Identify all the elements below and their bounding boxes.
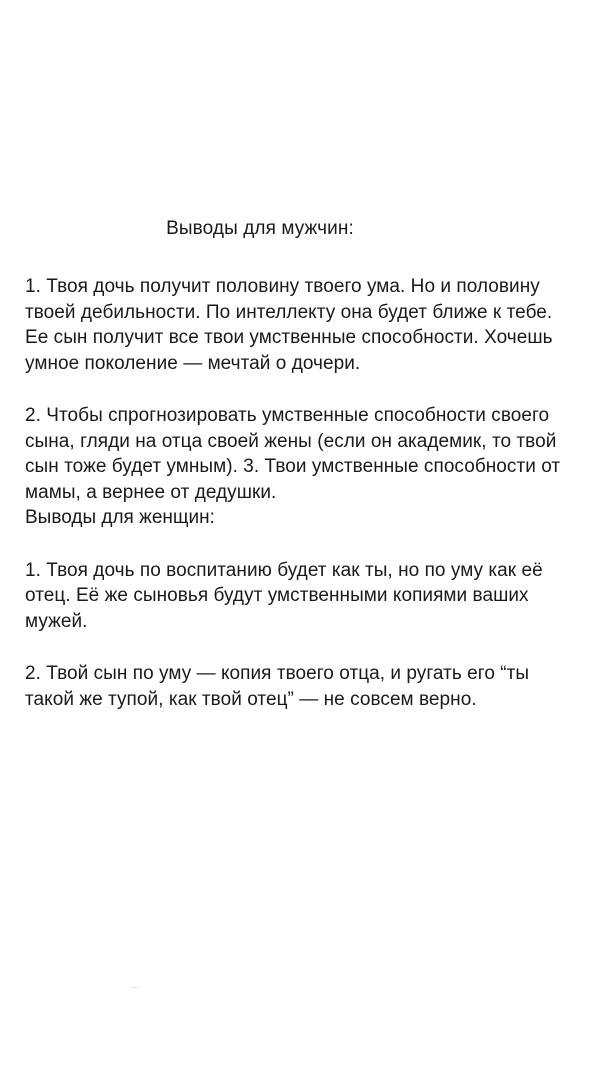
men-conclusions-heading: Выводы для мужчин: (166, 218, 354, 239)
men-point-2: 2. Чтобы спрогнозировать умственные способности своего сына, гляди на отца своей жены (если он академик, то твой сын тоже будет умным). 3. Твои умственные способности от мамы, а вернее от дедушки. (25, 405, 561, 503)
women-point-2: 2. Твой сын по уму — копия твоего отца, и ругать его “ты такой же тупой, как твой отец” — не совсем верно. (25, 663, 530, 710)
women-conclusions-heading: Выводы для женщин: (25, 507, 215, 528)
men-point-1: 1. Твоя дочь получит половину твоего ума. Но и половину твоей дебильности. По интеллекту она будет ближе к тебе. Ее сын получит все твои умственные способности. Хочешь умное поколение — мечтай о дочери. (25, 276, 553, 374)
text-content (25, 274, 575, 712)
women-point-1: 1. Твоя дочь по воспитанию будет как ты, но по уму как её отец. Её же сыновья будут умственными копиями ваших мужей. (25, 559, 543, 632)
faint-mark (131, 987, 140, 988)
